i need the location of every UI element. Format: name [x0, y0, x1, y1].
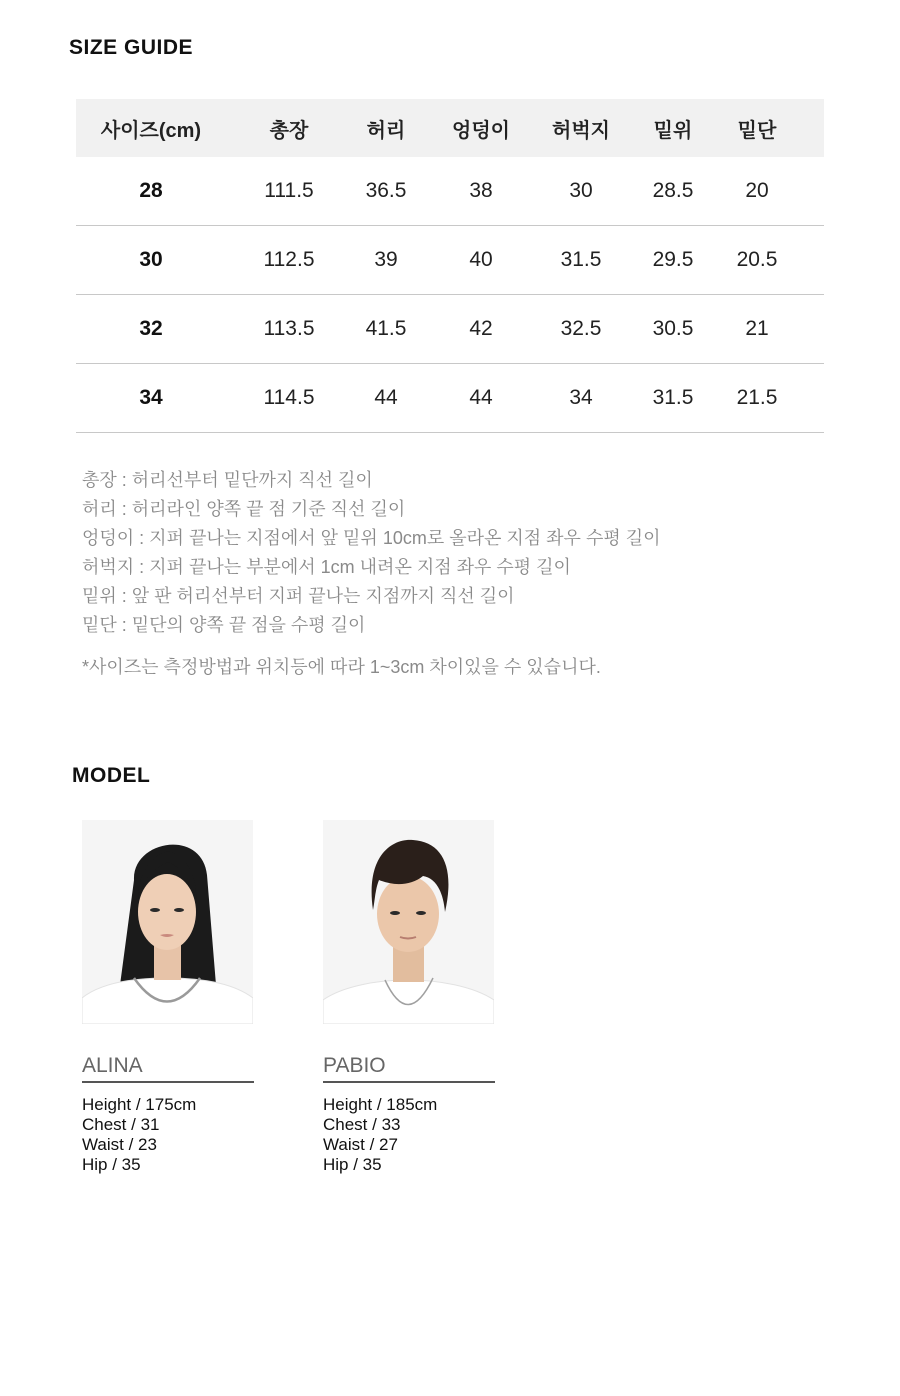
note-total-length: 총장 : 허리선부터 밑단까지 직선 길이 [82, 470, 373, 490]
model-chest: Chest / 31 [82, 1115, 160, 1134]
model-card-pabio [323, 820, 495, 1175]
table-row [76, 157, 824, 226]
table-cell: 44 [469, 386, 493, 409]
size-guide-title: SIZE GUIDE [69, 36, 194, 59]
table-cell: 34 [569, 386, 593, 409]
size-cell: 34 [139, 386, 163, 409]
note-waist: 허리 : 허리라인 양쪽 끝 점 기준 직선 길이 [82, 499, 406, 519]
model-hip: Hip / 35 [82, 1155, 141, 1174]
table-cell: 21.5 [736, 386, 778, 409]
table-cell: 31.5 [560, 248, 602, 271]
table-row [76, 364, 824, 433]
header-cell-rise: 밑위 [653, 119, 693, 142]
table-cell: 29.5 [652, 248, 694, 271]
model-hip: Hip / 35 [323, 1155, 382, 1174]
header-cell-hem: 밑단 [737, 119, 777, 142]
table-cell: 111.5 [264, 179, 314, 202]
model-name: ALINA [82, 1054, 254, 1083]
note-thigh: 허벅지 : 지퍼 끝나는 부분에서 1cm 내려온 지점 좌우 수평 길이 [82, 557, 571, 577]
note-hip: 엉덩이 : 지퍼 끝나는 지점에서 앞 밑위 10cm로 올라온 지점 좌우 수평 길이 [82, 528, 661, 548]
table-cell: 39 [374, 248, 398, 271]
model-stats [82, 1095, 254, 1175]
model-stats [323, 1095, 495, 1175]
measurement-notes [82, 466, 782, 640]
table-cell: 36.5 [365, 179, 407, 202]
table-cell: 20.5 [736, 248, 778, 271]
size-cell: 32 [139, 317, 163, 340]
size-cell: 30 [139, 248, 163, 271]
model-chest: Chest / 33 [323, 1115, 401, 1134]
header-cell-total-length: 총장 [269, 119, 309, 142]
table-cell: 31.5 [652, 386, 694, 409]
model-name: PABIO [323, 1054, 495, 1083]
table-cell: 20 [745, 179, 769, 202]
table-row [76, 226, 824, 295]
table-cell: 38 [469, 179, 493, 202]
male-model-portrait-icon [323, 820, 494, 1024]
female-model-portrait-icon [82, 820, 253, 1024]
table-cell: 44 [374, 386, 398, 409]
header-cell-waist: 허리 [366, 119, 406, 142]
size-disclaimer: *사이즈는 측정방법과 위치등에 따라 1~3cm 차이있을 수 있습니다. [82, 657, 601, 677]
model-waist: Waist / 23 [82, 1135, 157, 1154]
model-height: Height / 175cm [82, 1095, 197, 1114]
size-table [76, 99, 824, 433]
table-row [76, 295, 824, 364]
table-cell: 42 [469, 317, 493, 340]
model-photo [82, 820, 253, 1024]
model-card-alina [82, 820, 254, 1175]
table-cell: 30 [569, 179, 593, 202]
note-hem: 밑단 : 밑단의 양쪽 끝 점을 수평 길이 [82, 615, 366, 635]
model-height: Height / 185cm [323, 1095, 438, 1114]
header-cell-hip: 엉덩이 [452, 119, 510, 142]
table-header-row [76, 99, 824, 157]
table-cell: 40 [469, 248, 493, 271]
table-cell: 113.5 [263, 317, 315, 340]
header-cell-size: 사이즈(cm) [100, 119, 202, 142]
header-cell-thigh: 허벅지 [552, 119, 610, 142]
table-cell: 32.5 [560, 317, 602, 340]
table-cell: 21 [745, 317, 769, 340]
model-photo [323, 820, 494, 1024]
table-cell: 112.5 [263, 248, 315, 271]
table-cell: 114.5 [263, 386, 315, 409]
table-cell: 30.5 [652, 317, 694, 340]
table-cell: 41.5 [365, 317, 407, 340]
table-cell: 28.5 [652, 179, 694, 202]
note-rise: 밑위 : 앞 판 허리선부터 지퍼 끝나는 지점까지 직선 길이 [82, 586, 515, 606]
size-cell: 28 [139, 179, 163, 202]
model-section-title: MODEL [72, 764, 151, 787]
model-waist: Waist / 27 [323, 1135, 398, 1154]
